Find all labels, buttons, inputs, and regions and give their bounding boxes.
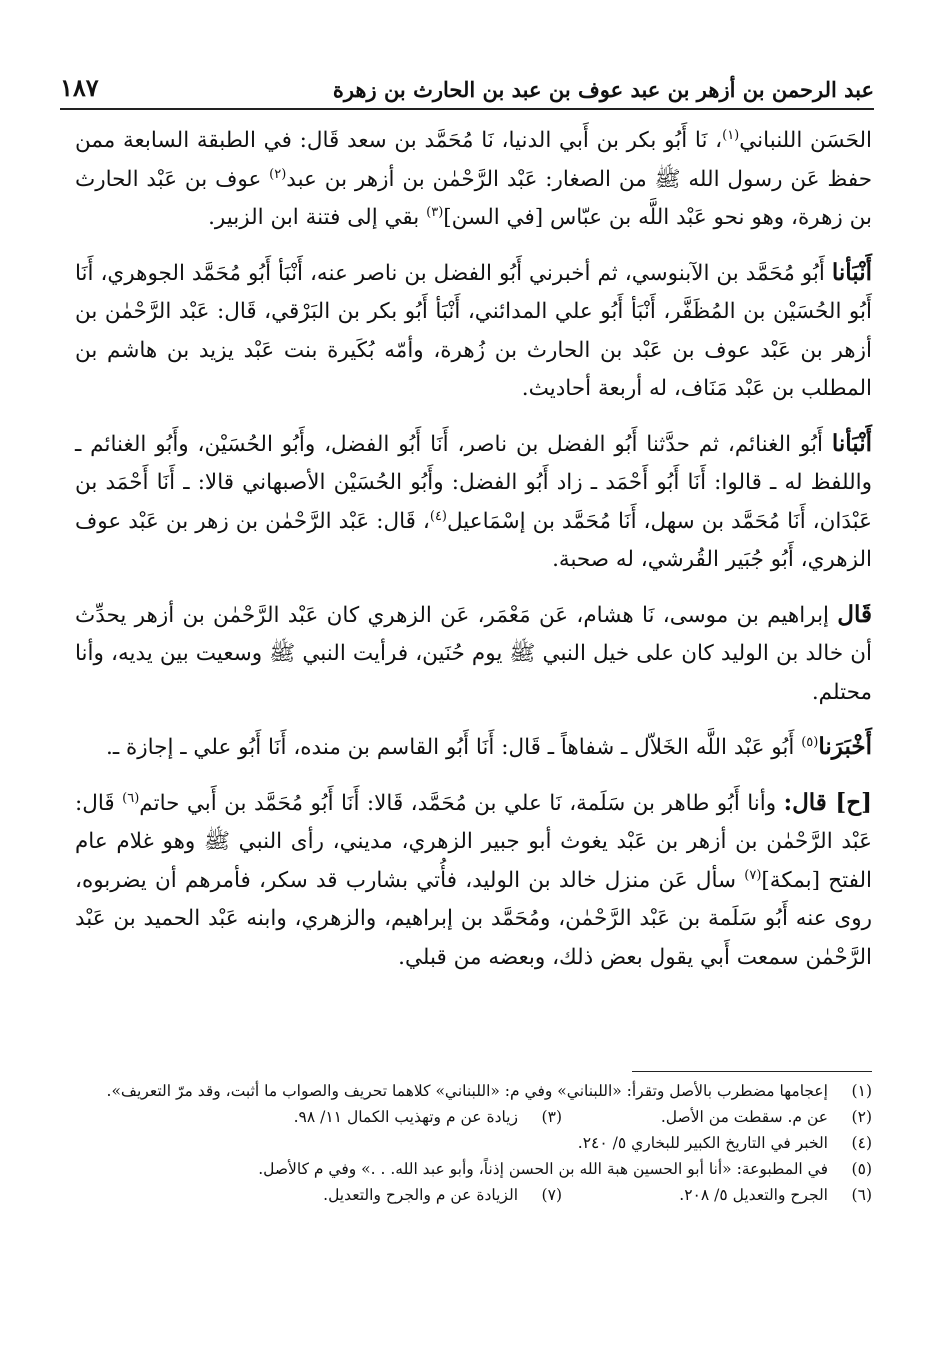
footnote-number: (٧) [541,1186,562,1204]
footnote-ref: (٦) [122,790,140,806]
footnote-text: الزيادة عن م والجرح والتعديل. [323,1186,518,1204]
footnote-text: في المطبوعة: «أنا أبو الحسين هبة الله بن الحسن إذناً، وأبو عبد الله. . .» وفي م كالأصل. [258,1160,828,1178]
footnote [75,1182,562,1208]
footnote-text: زيادة عن م وتهذيب الكمال ١١/ ٩٨. [293,1108,518,1126]
footnote-separator [632,1071,872,1072]
footnote-ref: (٣) [426,204,444,220]
footnote [562,1104,872,1130]
header-title: عبد الرحمن بن أزهر بن عبد عوف بن عبد بن الحارث بن زهرة [332,77,874,102]
footnote [75,1156,872,1182]
footnote-ref: (١) [722,127,740,143]
paragraph-text: قَال: عَبْد الرَّحْمٰن بن أزهر بن عَبْد يغوث أبو جبير الزهري، مديني، رأى النبي ﷺ وهو غلام عام الفتح [بمكة] [75,790,872,893]
paragraph-lead: [ح] قال: [783,788,872,816]
paragraph-text: الحَسَن اللنباني [739,128,872,153]
paragraph [75,254,872,409]
footnote [75,1078,872,1104]
footnote-number: (٢) [851,1108,872,1126]
paragraph-text: عوف بن عَبْد الحارث بن زهرة، وهو نحو عَبْد اللَّه بن عبّاس [في السن] [75,166,872,230]
footnote [562,1182,872,1208]
footnote-ref: (٧) [744,867,762,883]
footnote-number: (٤) [851,1134,872,1152]
running-header [60,58,874,110]
paragraph-text: أَبُو الغنائم، ثم حدَّثنا أَبُو الفضل بن ناصر، أَنَا أَبُو الفضل، وأَبُو الحُسَيْن، وأَبُو الغنائم ـ واللفظ له ـ قالوا: أَنَا أَبُو أَحْمَد ـ زاد أَبُو الفضل: وأَبُو الحُسَيْن الأصبهاني قالا: ـ أَنَا أَحْمَد بن عَبْدَان، أَنَا مُحَمَّد بن سهل، أَنَا مُحَمَّد بن إسْمَاعيل [75,431,872,534]
paragraph [75,122,872,238]
paragraph-text: ، قَال: عَبْد الرَّحْمٰن بن زهر بن عَبْد عوف الزهري، أَبُو جُبَير القُرشي، له صحبة. [75,508,872,572]
paragraph [75,728,872,768]
paragraph-text: إبراهيم بن موسى، نَا هشام، عَن مَعْمَر، عَن الزهري كان عَبْد الرَّحْمٰن بن أزهر يحدِّث أن خالد بن الوليد كان على خيل النبي ﷺ يوم حُنَين، فرأيت النبي ﷺ وسعيت بين يديه، وأنا محتلم. [75,602,872,705]
footnotes [75,1078,872,1208]
paragraph-text: بقي إلى فتنة ابن الزبير. [208,205,427,230]
paragraph-lead: أَنْبَأنا [831,429,872,457]
paragraph-text: أَبُو مُحَمَّد بن الآبنوسي، ثم أخبرني أَبُو الفضل بن ناصر عنه، أَنْبَأ أَبُو مُحَمَّد الجوهري، أَنَا أَبُو الحُسَيْن بن المُظَفَّر، أَنْبَأ أَبُو علي المدائني، أَنْبَأ أَبُو بكر بن البَرْقي، قَال: عَبْد الرَّحْمٰن بن أزهر بن عَبْد عوف بن عَبْد بن الحارث بن زُهرة، وأمّه بُكَيرة بنت عَبْد يزيد بن هاشم بن المطلب بن عَبْد مَنَاف، له أربعة أحاديث. [75,260,872,401]
footnote-number: (٥) [851,1160,872,1178]
footnote [75,1130,872,1156]
footnote-text: إعجامها مضطرب بالأصل وتقرأ: «اللبناني» وفي م: «اللبناني» كلاهما تحريف والصواب ما أثبت، وقد مرّ التعريف». [106,1082,828,1100]
main-text [75,122,872,993]
paragraph [75,425,872,580]
paragraph-text: ، نَا أَبُو بكر بن أَبي الدنيا، نَا مُحَمَّد بن سعد قَال: في الطبقة السابعة ممن حفظ عَن رسول الله ﷺ من الصغار: عَبْد الرَّحْمٰن بن أزهر بن عبد [75,128,872,192]
paragraph-lead: قَال [837,600,872,628]
footnote-ref: (٤) [429,508,447,524]
paragraph [75,596,872,713]
footnote-number: (١) [851,1082,872,1100]
paragraph [75,784,872,978]
footnote-text: الجرح والتعديل ٥/ ٢٠٨. [679,1186,828,1204]
footnote-row [75,1182,872,1208]
footnote-ref: (٢) [269,166,287,182]
footnote-number: (٣) [541,1108,562,1126]
page-number: ١٨٧ [60,73,99,102]
footnote [75,1104,562,1130]
paragraph-lead: أَخْبَرَنا [818,733,872,760]
footnote-row [75,1104,872,1130]
paragraph-text: أَبُو عَبْد اللَّه الخَلاّل ـ شفاهاً ـ قَال: أَنَا أَبُو القاسم بن منده، أَنَا أَبُو علي ـ إجازة ـ. [106,735,802,760]
paragraph-lead: أَنْبَأنا [831,258,872,286]
footnote-text: الخبر في التاريخ الكبير للبخاري ٥/ ٢٤٠. [577,1134,828,1152]
paragraph-text: وأنا أَبُو طاهر بن سَلَمة، نَا علي بن مُحَمَّد، قَالا: أَنَا أَبُو مُحَمَّد بن أَبي حاتم [139,790,784,816]
footnote-text: عن م. سقطت من الأصل. [660,1108,828,1126]
footnote-ref: (٥) [801,734,819,750]
paragraph-text: سأل عَن منزل خالد بن الوليد، فأُتي بشارب قد سكر، فأمرهم أن يضربوه، روى عنه أَبُو سَلَمة بن عَبْد الرَّحْمٰن، ومُحَمَّد بن إبراهيم، والزهري، وابنه عَبْد الحميد بن عَبْد الرَّحْمٰن سمعت أَبي يقول بعض ذلك، وبعضه من قبلي. [75,867,872,970]
footnote-number: (٦) [851,1186,872,1204]
